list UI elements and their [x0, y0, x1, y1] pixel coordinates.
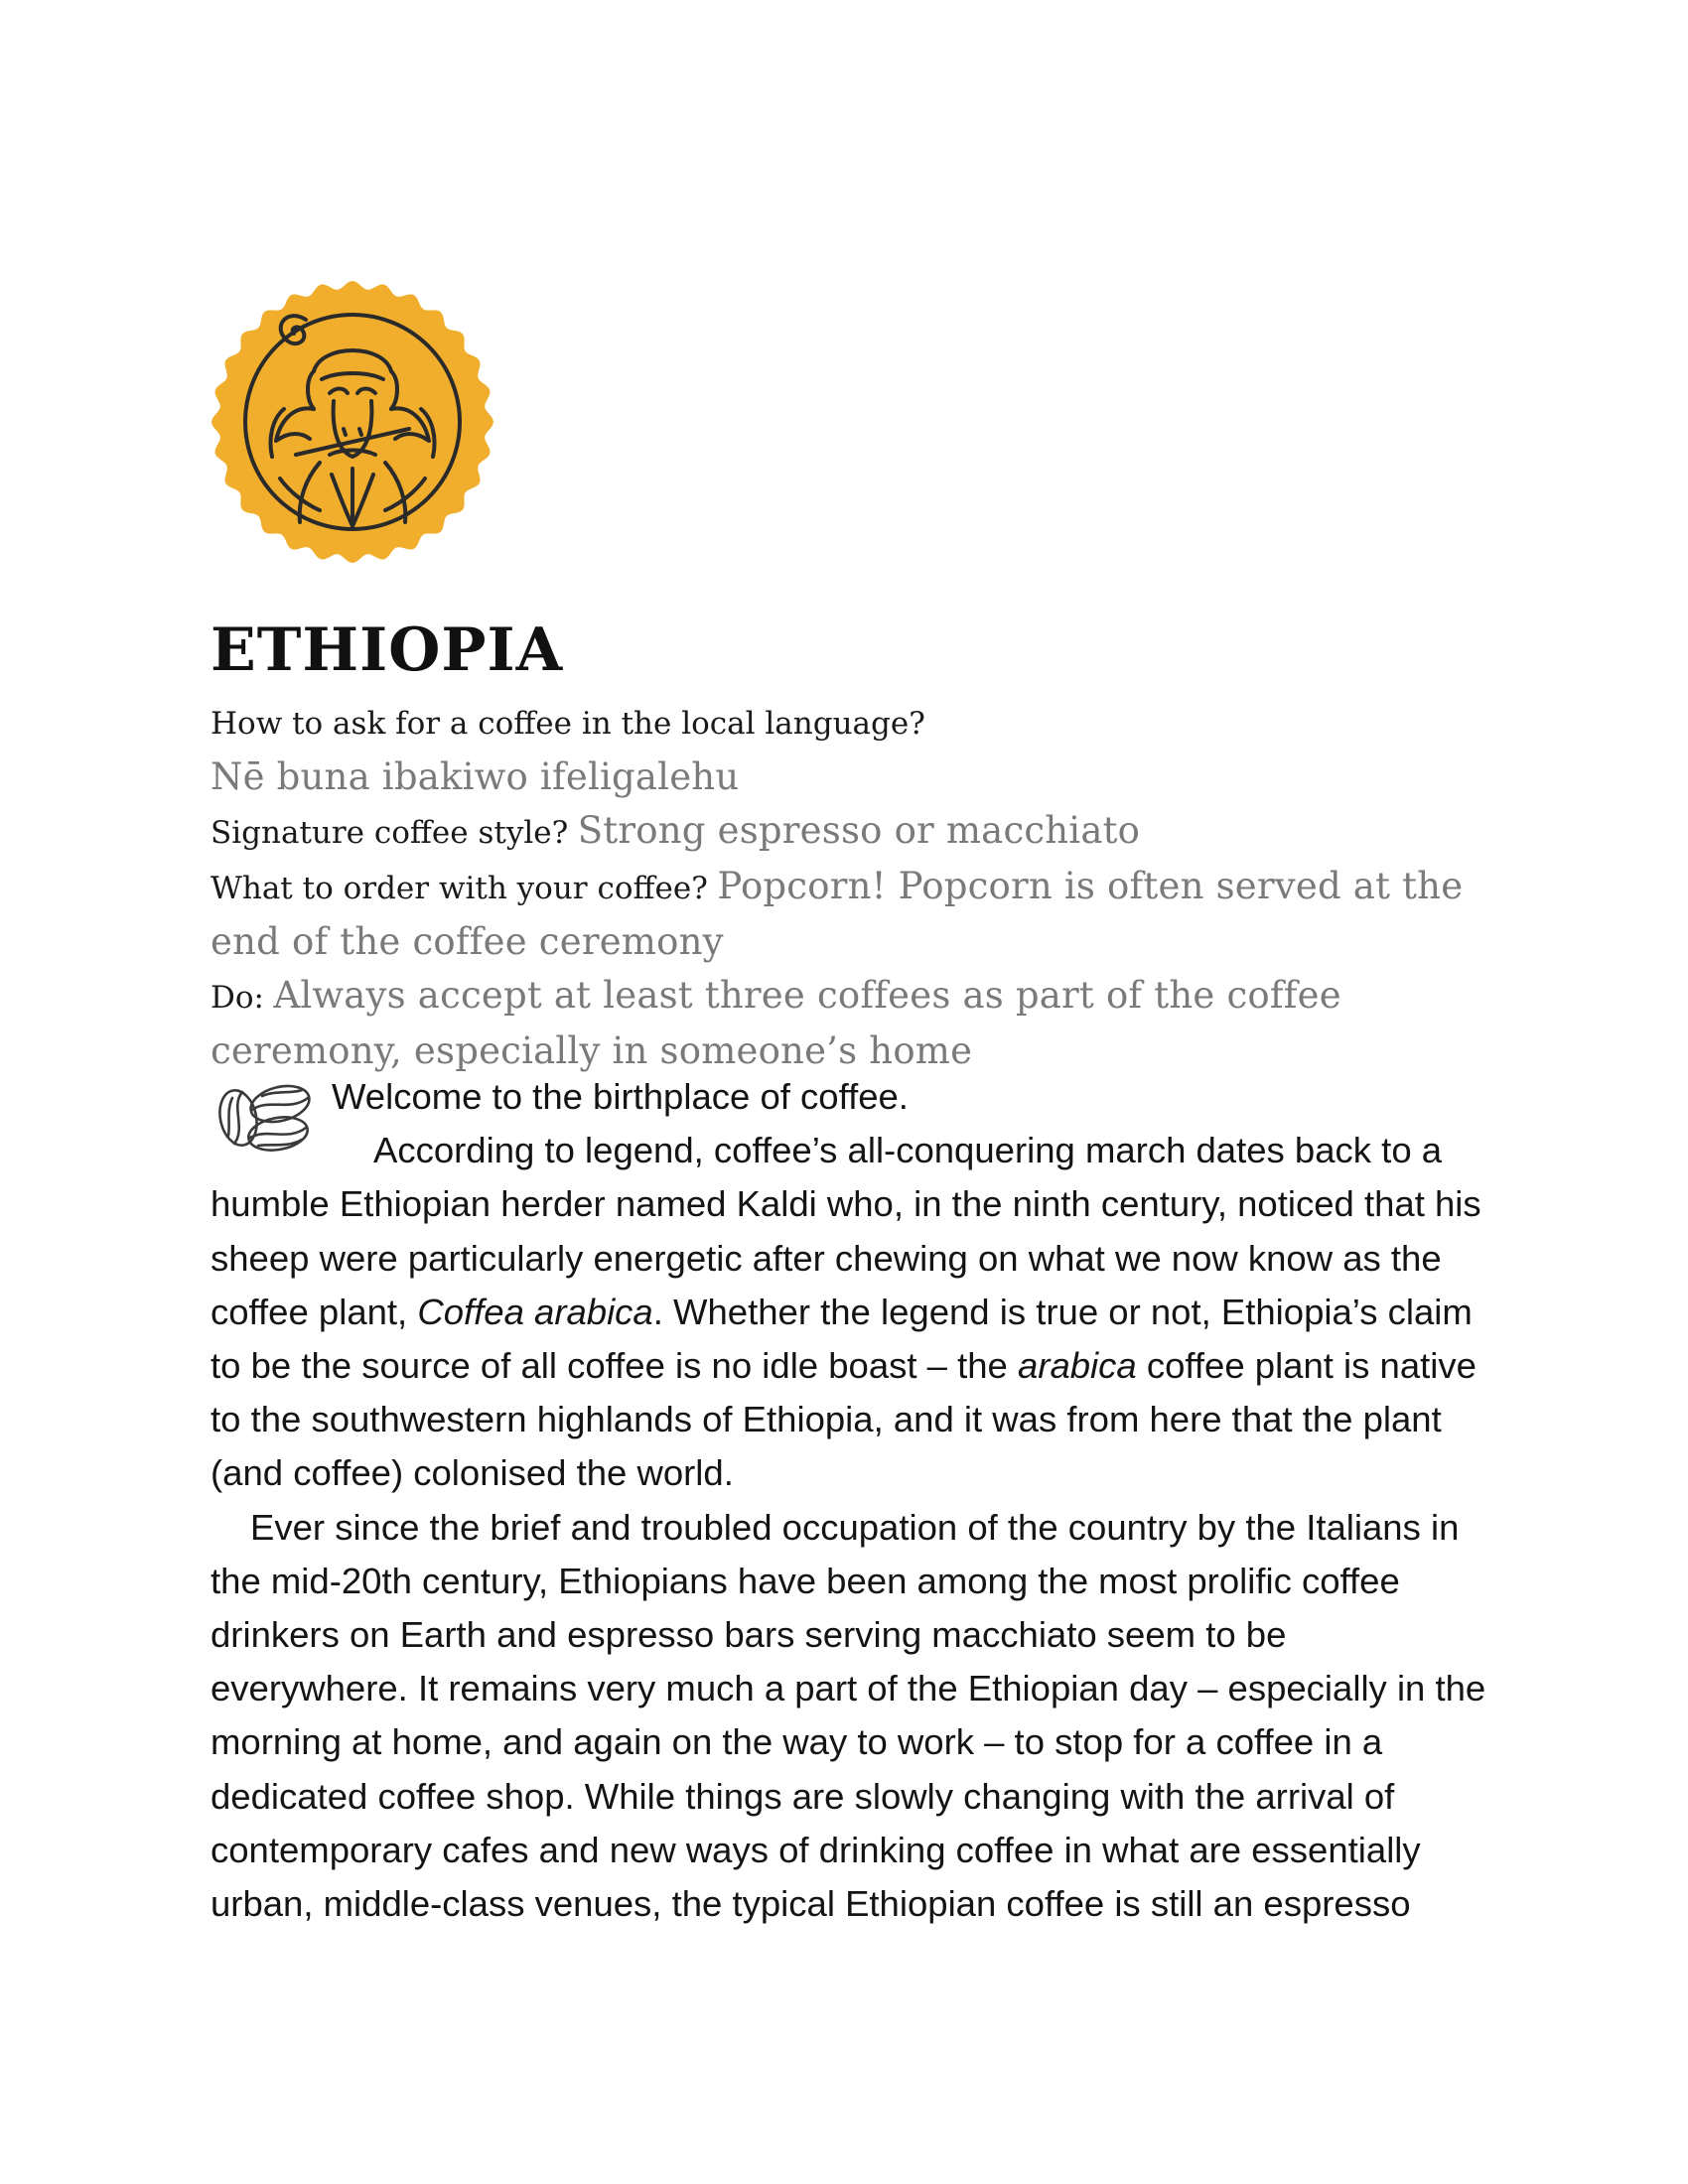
qa-item-style [211, 804, 1501, 860]
qa-question: What to order with your coffee? [211, 871, 708, 906]
qa-item-language [211, 695, 1501, 804]
text-run: . Whether the legend is true or not, Ethiopia’s claim to be the source of all coffee is no idle boast – the [211, 1291, 1473, 1387]
paragraph-intro: Welcome to the birthplace of coffee. [332, 1076, 909, 1117]
coffee-beans-icon [209, 1076, 318, 1156]
text-run-italic: arabica [1018, 1345, 1137, 1387]
qa-item-do [211, 969, 1501, 1078]
baboon-emblem-icon [211, 280, 494, 564]
paragraph-legend [211, 1124, 1486, 1500]
qa-answer: Popcorn! Popcorn is often served at the end of the coffee ceremony [211, 865, 1464, 963]
qa-question: Do: [211, 980, 264, 1016]
page-title: ETHIOPIA [211, 615, 564, 685]
paragraph-history: Ever since the brief and troubled occupation of the country by the Italians in the mid-20th century, Ethiopians have been among the most prolific coffee drinkers on Earth and espresso bars serving macchiato seem to be everywhere. It remains very much a part of the Ethiopian day – especially in the morning at home, and again on the way to work – to stop for a coffee in a dedicated coffee shop. While things are slowly changing with the arrival of contemporary cafes and new ways of drinking coffee in what are essentially urban, middle-class venues, the typical Ethiopian coffee is still an espresso [211, 1506, 1486, 1925]
qa-answer: Nē buna ibakiwo ifeligalehu [211, 755, 740, 798]
text-run-italic: Coffea arabica [417, 1291, 653, 1332]
article-body [211, 1070, 1486, 1931]
qa-answer: Always accept at least three coffees as part of the coffee ceremony, especially in someone’s home [211, 974, 1341, 1072]
qa-answer: Strong espresso or macchiato [577, 809, 1141, 852]
text-run: According to legend, coffee’s all-conquering march dates back to a humble Ethiopian herder named Kaldi who, in the ninth century, noticed that his sheep were particularly energetic after chewing on what we now know as the coffee plant, [211, 1130, 1481, 1332]
qa-question: Signature coffee style? [211, 815, 569, 851]
qa-item-order [211, 860, 1501, 969]
qa-question: How to ask for a coffee in the local language? [211, 706, 925, 742]
qa-section [211, 695, 1501, 1078]
text-run: coffee plant is native to the southwestern highlands of Ethiopia, and it was from here that the plant (and coffee) colonised the world. [211, 1345, 1477, 1494]
